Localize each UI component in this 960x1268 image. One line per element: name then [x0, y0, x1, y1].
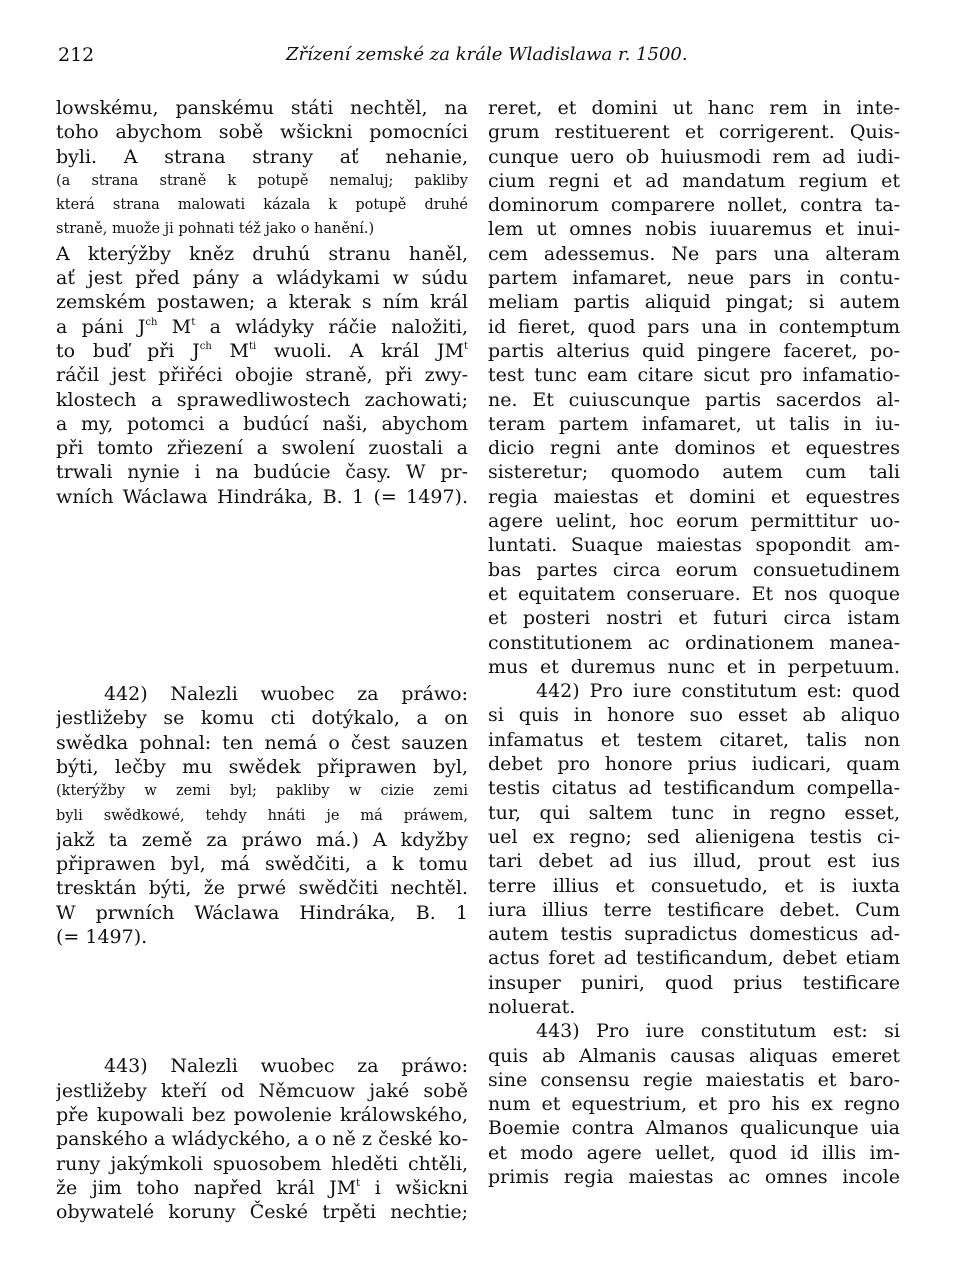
text-fragment: i wšickni — [360, 1176, 468, 1199]
superscript: ti — [248, 340, 257, 352]
text-line: připrawen byl, má swědčiti, a k tomu — [56, 853, 468, 876]
page-header — [58, 44, 898, 74]
paragraph-443-latin — [488, 1019, 900, 1189]
text-line: byli swědkowé, tehdy hnáti je má práwem, — [56, 807, 468, 824]
text-line: uel ex regno; sed alienigena testis ci- — [488, 825, 900, 848]
text-line: (= 1497). — [56, 926, 148, 949]
text-line: et posteri nostri et futuri circa istam — [488, 607, 900, 630]
text-line: sine consensu regie maiestatis et baro- — [488, 1068, 900, 1091]
text-line: lem ut omnes nobis iuuaremus et inui- — [488, 218, 900, 241]
text-line: mus et duremus nunc et in perpetuum. — [488, 655, 900, 678]
text-line: bas partes circa eorum consuetudinem — [488, 558, 900, 581]
text-line — [56, 339, 468, 363]
czech-column — [56, 96, 468, 1224]
text-line: jestližeby se komu cti dotýkalo, a on — [56, 707, 468, 730]
text-line: toho abychom sobě wšickni pomocníci — [56, 121, 468, 144]
text-line: agere uelint, hoc eorum permittitur uo- — [488, 510, 900, 533]
text-line: zemském postawen; a kterak s ním král — [56, 291, 468, 314]
text-line: reret, et domini ut hanc rem in inte- — [488, 97, 900, 119]
text-line: teram partem infamaret, ut talis in iu- — [488, 412, 900, 435]
text-line: lowskému, panskému státi nechtěl, na — [56, 97, 468, 119]
text-line — [56, 1176, 468, 1200]
text-line: ráčil jest přiřéci obojie straně, při zwy- — [56, 364, 468, 387]
text-line: (kterýžby w zemi byl; pakliby w cizie zemi — [56, 783, 468, 800]
paragraph-gap — [56, 614, 468, 648]
running-title: Zřízení zemské za krále Wladislawa r. 1500. — [286, 44, 688, 65]
text-line: jakž ta země za práwo má.) A kdyžby — [56, 828, 468, 851]
superscript: t — [463, 340, 468, 352]
text-line: partis alterius quid pingere faceret, po- — [488, 339, 900, 362]
text-line: meliam partis aliquid pingat; si autem — [488, 291, 900, 314]
text-line: (a strana straně k potupě nemaluj; pakliby — [56, 172, 468, 189]
superscript: ch — [199, 340, 212, 352]
text-line: trwali nynie i na budúcie časy. W pr- — [56, 461, 468, 484]
text-fragment: a wládyky ráčie naložiti, — [195, 315, 468, 338]
text-line: 442) Nalezli wuobec za práwo: — [104, 683, 468, 706]
text-line: 443) Nalezli wuobec za práwo: — [104, 1055, 468, 1078]
paragraph-gap — [56, 509, 468, 543]
text-line: insuper puniri, quod prius testificare — [488, 971, 900, 994]
paragraph-442-latin — [488, 679, 900, 1019]
text-fragment: M — [157, 315, 192, 338]
page-number: 212 — [58, 44, 95, 66]
superscript: ch — [145, 316, 158, 328]
text-line: et modo agere uellet, quod id illis im- — [488, 1141, 900, 1164]
text-line: et equitatem conseruare. Et nos quoque — [488, 582, 900, 605]
text-line: tresktán býti, že prwé swědčiti nechtěl. — [56, 877, 468, 900]
text-line: primis regia maiestas ac omnes incole — [488, 1166, 900, 1189]
text-line: testis citatus ad testificandum compella- — [488, 777, 900, 800]
text-line: runy jakýmkoli spuosobem hleděti chtěli, — [56, 1152, 468, 1175]
text-line: a my, potomci a budúcí naši, abychom — [56, 412, 468, 435]
text-fragment: a páni J — [56, 315, 146, 338]
text-line: autem testis supradictus domesticus ad- — [488, 923, 900, 946]
paragraph-gap — [56, 1020, 468, 1054]
text-line: tari debet ad ius illud, prout est ius — [488, 850, 900, 873]
text-fragment: to buď při J — [56, 339, 200, 362]
text-line — [56, 315, 468, 339]
text-line: obywatelé koruny České trpěti nechtie; — [56, 1201, 468, 1224]
paragraph-443-czech — [56, 1054, 468, 1224]
superscript: t — [191, 316, 196, 328]
text-line: constitutionem ac ordinationem manea- — [488, 631, 900, 654]
text-line: která strana malowati kázala k potupě druhé — [56, 197, 468, 214]
text-line: actus foret ad testificandum, debet etiam — [488, 947, 900, 970]
text-line: Boemie contra Almanos qualicunque uia — [488, 1117, 900, 1140]
text-line: iura illius terre testificare debet. Cum — [488, 898, 900, 921]
text-line: regia maiestas et domini et equestres — [488, 485, 900, 508]
text-line: cium regni et ad mandatum regium et — [488, 169, 900, 192]
superscript: t — [356, 1177, 361, 1189]
text-line: straně, muože ji pohnati též jako o hanění.) — [56, 221, 375, 238]
paragraph-gap — [56, 949, 468, 983]
text-line: grum restituerent et corrigerent. Quis- — [488, 121, 900, 144]
text-line: infamatus et testem citaret, talis non — [488, 728, 900, 751]
text-line: si quis in honore suo esset ab aliquo — [488, 704, 900, 727]
text-line: quis ab Almanis causas aliquas emeret — [488, 1044, 900, 1067]
text-line: debet pro honore prius iudicari, quam — [488, 753, 900, 776]
text-fragment: M — [211, 339, 249, 362]
text-line: ne. Et cuiuscunque partis sacerdos al- — [488, 388, 900, 411]
text-line: luntati. Suaque maiestas spopondit am- — [488, 534, 900, 557]
text-line: A kterýžby kněz druhú stranu haněl, — [56, 242, 468, 265]
text-line: panského a wládyckého, a o ně z české ko- — [56, 1128, 468, 1151]
paragraph-441-czech — [56, 96, 468, 509]
paragraph-gap — [56, 648, 468, 682]
text-line: cem adessemus. Ne pars una alteram — [488, 242, 900, 265]
text-line: test tunc eam citare sicut pro infamatio- — [488, 364, 900, 387]
text-line: num et equestrium, et pro his ex regno — [488, 1093, 900, 1116]
text-line: pře kupowali bez powolenie králowského, — [56, 1103, 468, 1126]
text-line: dominorum comparere nollet, contra ta- — [488, 194, 900, 217]
text-line: byli. A strana strany ať nehanie, — [56, 145, 468, 168]
text-line: 443) Pro iure constitutum est: si — [536, 1020, 900, 1043]
text-line: 442) Pro iure constitutum est: quod — [536, 680, 900, 703]
text-line: při tomto zřiezení a swolení zuostali a — [56, 437, 468, 460]
text-line: býti, lečby mu swědek připrawen byl, — [56, 755, 468, 778]
paragraph-gap — [56, 580, 468, 614]
text-fragment: wuoli. A král JM — [256, 339, 464, 362]
paragraph-441-latin — [488, 96, 900, 679]
text-line: noluerat. — [488, 995, 576, 1018]
text-line: jestližeby kteří od Němcuow jaké sobě — [56, 1079, 468, 1102]
text-fragment: že jim toho napřed král JM — [56, 1176, 357, 1199]
text-line: W prwních Wáclawa Hindráka, B. 1 — [56, 901, 468, 924]
text-line: tur, qui saltem tunc in regno esset, — [488, 801, 900, 824]
text-line: swědka pohnal: ten nemá o čest sauzen — [56, 731, 468, 754]
text-line: klostech a sprawedliwostech zachowati; — [56, 388, 468, 411]
paragraph-gap — [56, 983, 468, 1020]
latin-column — [488, 96, 900, 1189]
text-line: sisteretur; quomodo autem cum tali — [488, 461, 900, 484]
text-line: wních Wáclawa Hindráka, B. 1 (= 1497). — [56, 485, 468, 508]
text-line: cunque uero ob huiusmodi rem ad iudi- — [488, 145, 900, 168]
text-line: dicio regni ante dominos et equestres — [488, 437, 900, 460]
text-line: id fieret, quod pars una in contemptum — [488, 315, 900, 338]
text-line: ať jest před pány a wládykami w súdu — [56, 267, 468, 290]
text-line: terre illius et consuetudo, et is iuxta — [488, 874, 900, 897]
text-line: partem infamaret, neue pars in contu- — [488, 267, 900, 290]
paragraph-gap — [56, 543, 468, 580]
paragraph-442-czech — [56, 682, 468, 949]
